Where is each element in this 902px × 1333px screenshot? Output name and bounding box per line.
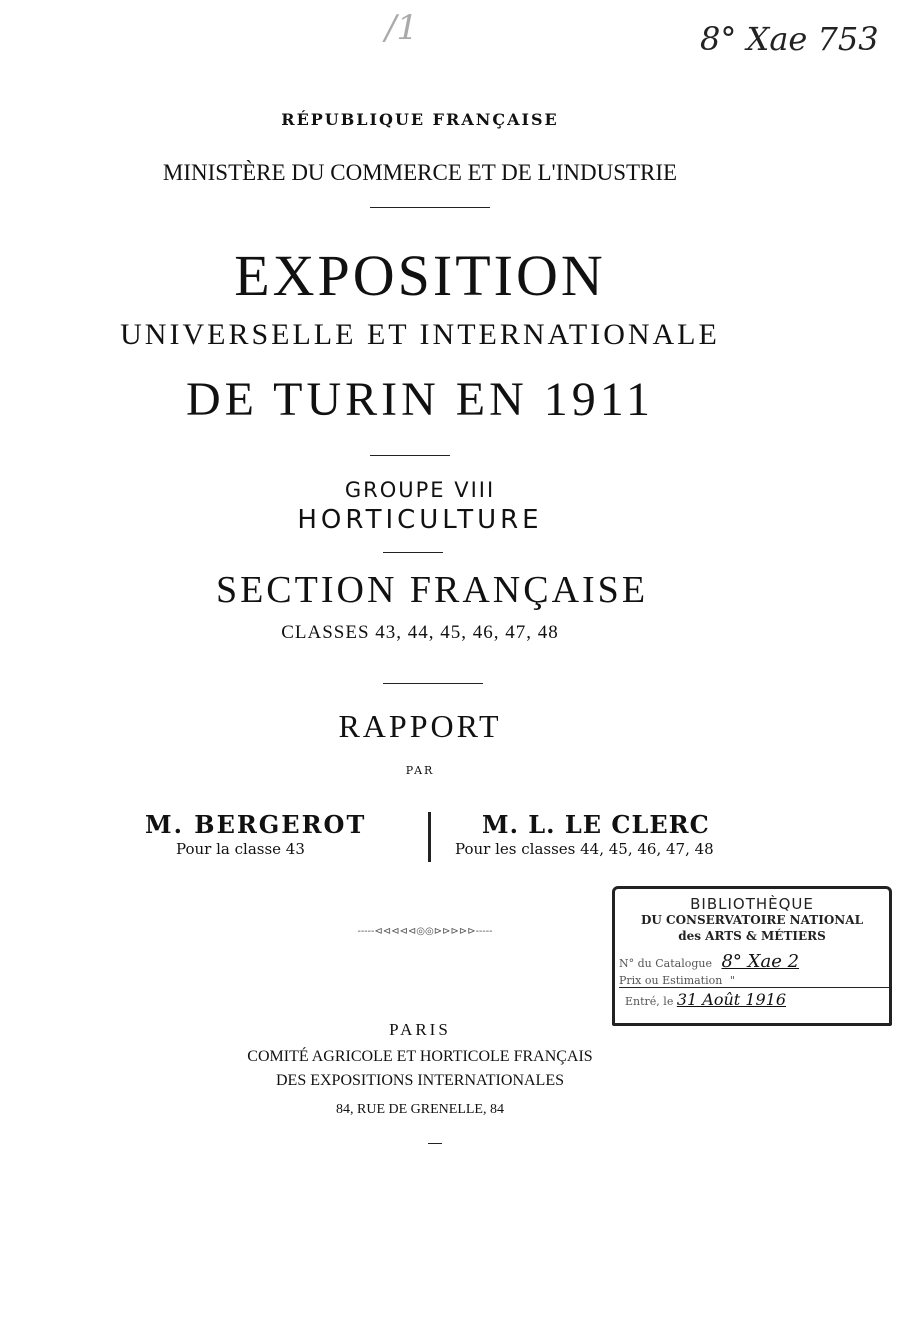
classes-line: CLASSES 43, 44, 45, 46, 47, 48 — [281, 622, 559, 643]
city: PARIS — [389, 1020, 451, 1039]
group-number: GROUPE VIII — [344, 478, 496, 502]
report-title: RAPPORT — [338, 708, 502, 744]
brace — [428, 812, 431, 862]
catalogue-value: 8° Xae 2 — [721, 951, 800, 972]
ornament: -----⊲⊲⊲⊲⊲◎◎⊳⊳⊳⊳⊳----- — [357, 926, 493, 937]
by-label: PAR — [405, 764, 435, 777]
title-turin: DE TURIN EN 1911 — [186, 373, 654, 426]
stamp-line-2: DU CONSERVATOIRE NATIONAL — [640, 913, 864, 927]
price-value: " — [729, 974, 735, 987]
author-role: Pour la classe 43 — [176, 840, 305, 858]
title-universelle: UNIVERSELLE ET INTERNATIONALE — [120, 318, 720, 351]
divider — [428, 1143, 442, 1144]
author-name: M. BERGEROT — [145, 810, 367, 839]
section-title: SECTION FRANÇAISE — [215, 569, 649, 611]
ministry-heading: MINISTÈRE DU COMMERCE ET DE L'INDUSTRIE — [162, 160, 678, 185]
divider — [383, 683, 483, 684]
stamp-line-1: BIBLIOTHÈQUE — [690, 895, 814, 913]
price-label: Prix ou Estimation — [619, 974, 723, 987]
entry-value: 31 Août 1916 — [676, 990, 786, 1009]
stamp-line-3: des ARTS & MÉTIERS — [678, 929, 826, 943]
title-exposition: EXPOSITION — [234, 243, 606, 308]
author-name: M. L. LE CLERC — [482, 810, 710, 839]
divider — [383, 552, 443, 553]
author-role: Pour les classes 44, 45, 46, 47, 48 — [455, 840, 714, 858]
pencil-mark: /1 — [385, 8, 419, 48]
library-stamp — [612, 886, 892, 1026]
group-name: HORTICULTURE — [297, 505, 543, 535]
catalogue-label: N° du Catalogue — [619, 957, 712, 970]
address: 84, RUE DE GRENELLE, 84 — [336, 1102, 504, 1117]
publisher-line-1: COMITÉ AGRICOLE ET HORTICOLE FRANÇAIS — [247, 1048, 593, 1065]
entry-label: Entré, le — [625, 995, 674, 1008]
shelfmark: 8° Xae 753 — [700, 20, 879, 58]
publisher-line-2: DES EXPOSITIONS INTERNATIONALES — [276, 1072, 564, 1089]
divider — [370, 207, 490, 208]
republic-heading: RÉPUBLIQUE FRANÇAISE — [281, 110, 559, 129]
divider — [370, 455, 450, 456]
